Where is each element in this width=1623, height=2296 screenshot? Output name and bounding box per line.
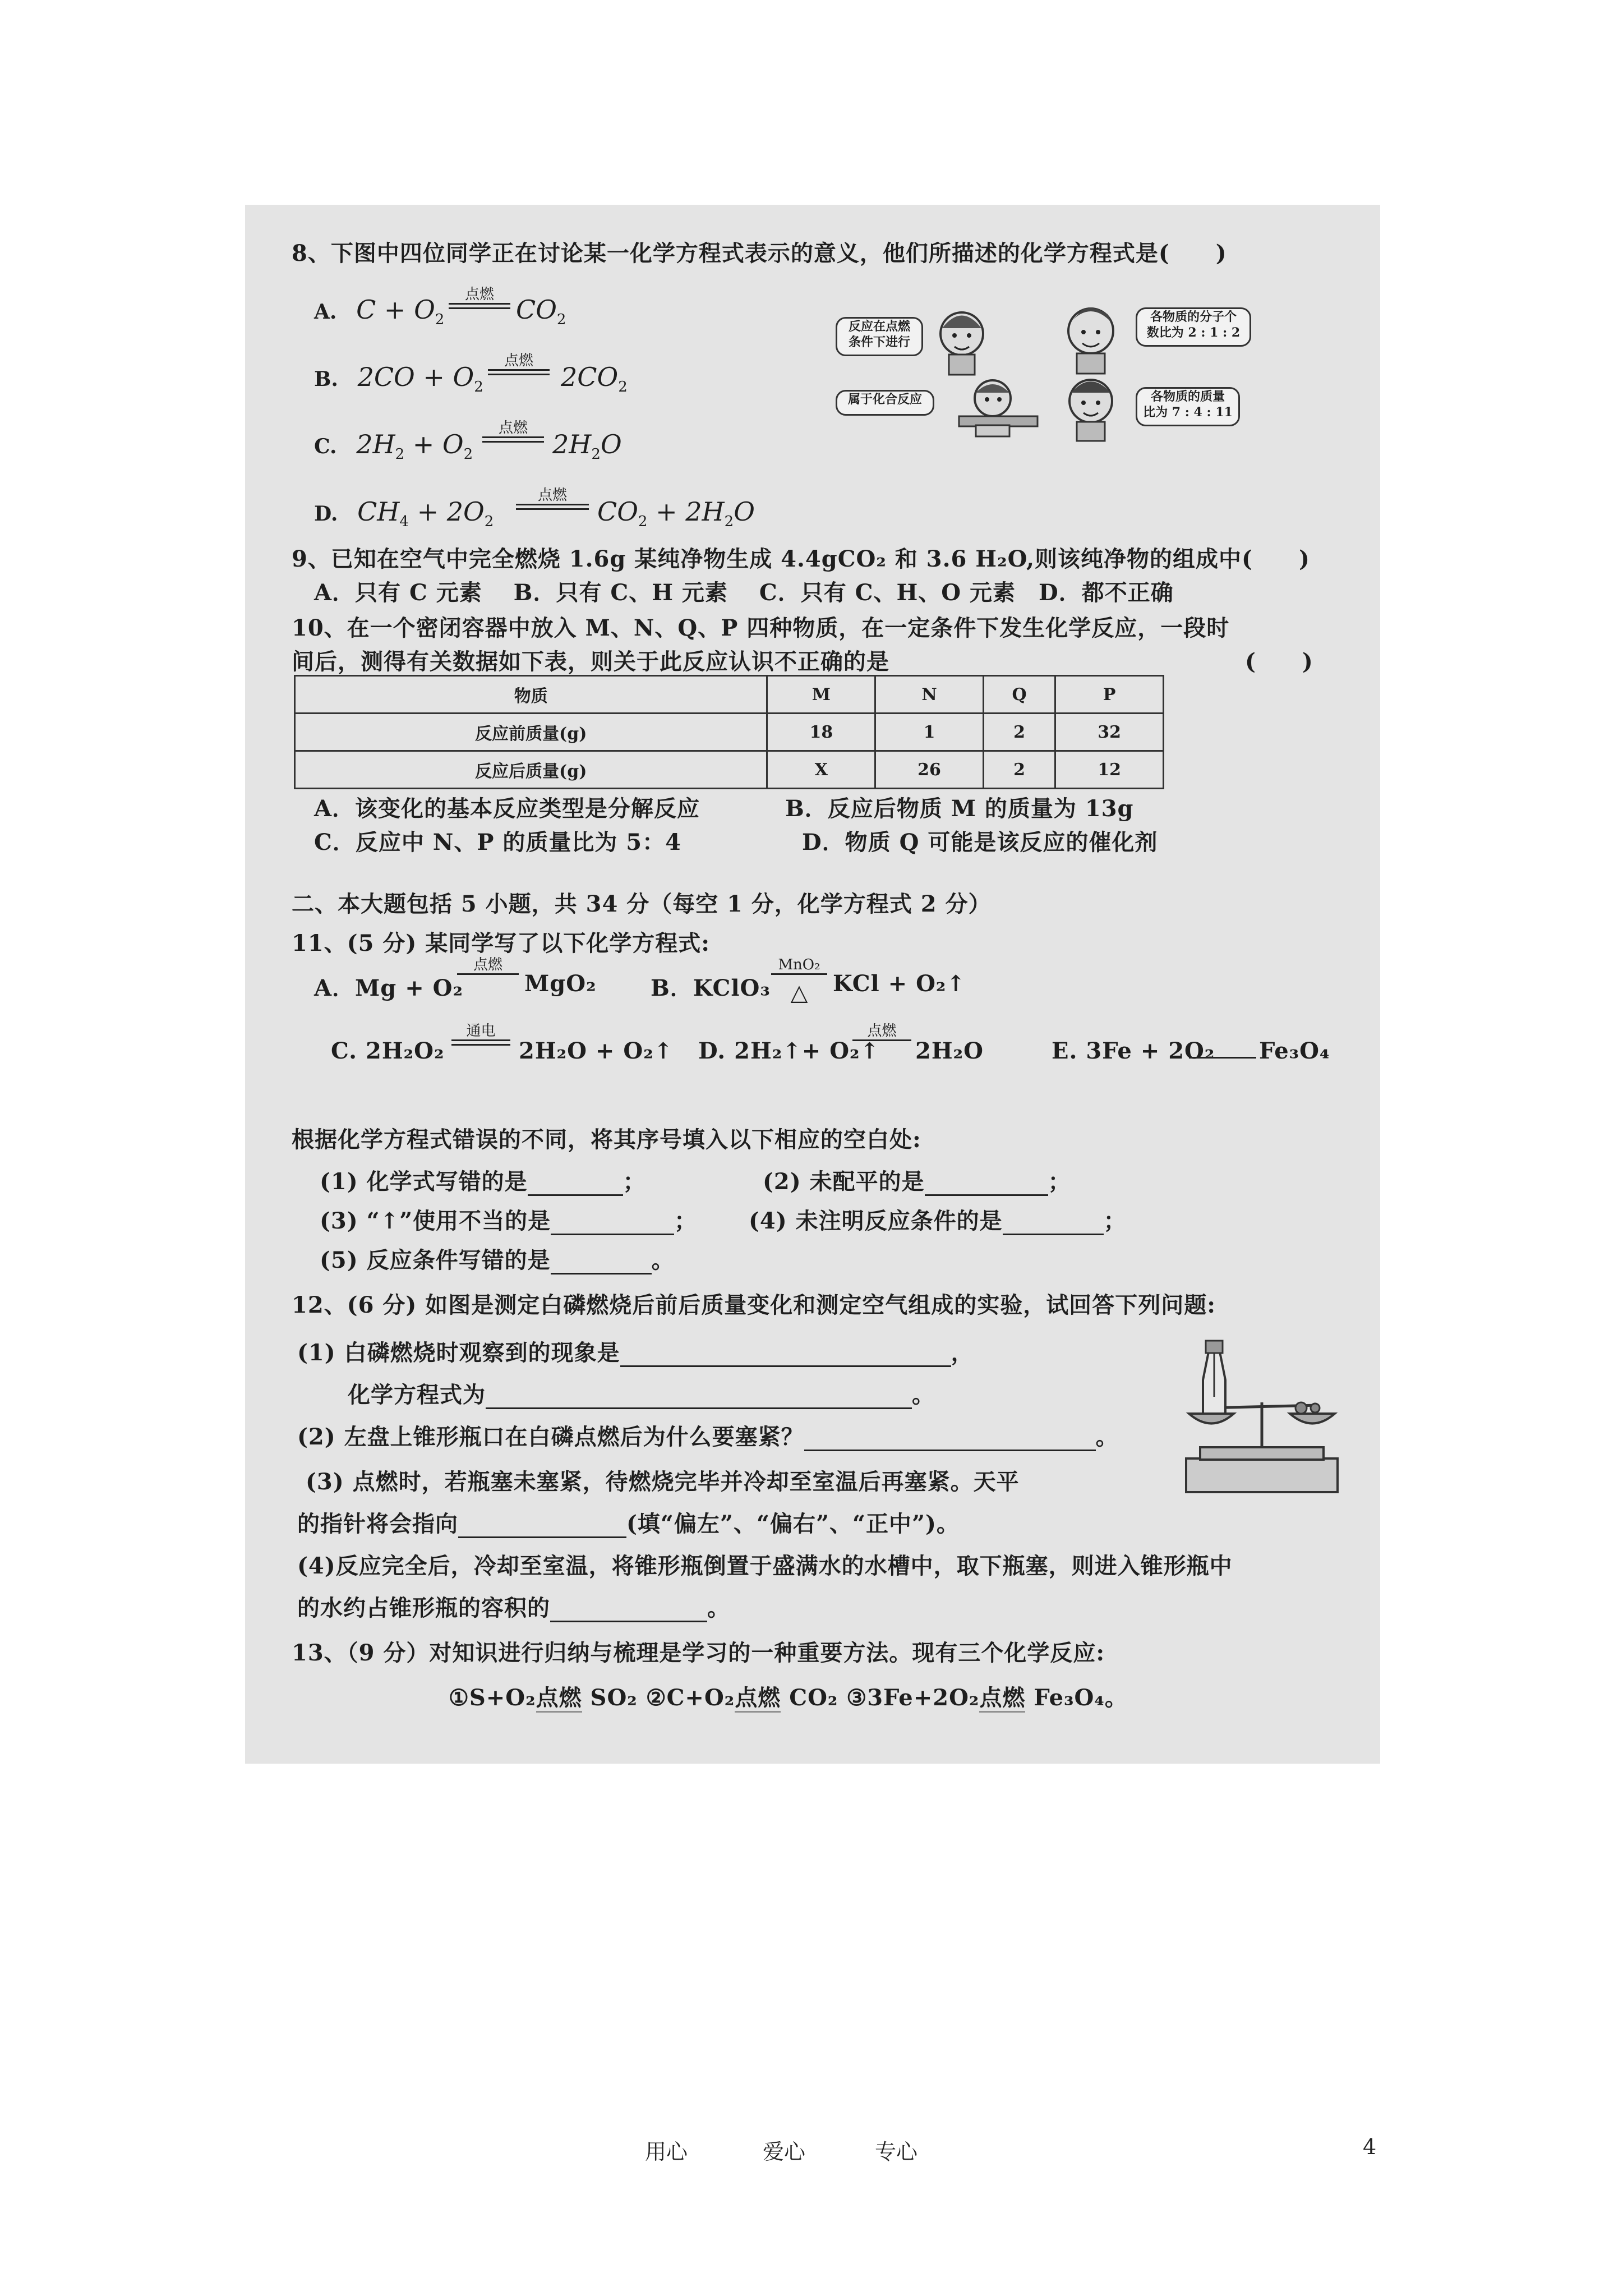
q11-p2-label: (2) 未配平的是 bbox=[763, 1168, 925, 1195]
q9-options: A．只有 C 元素 B．只有 C、H 元素 C．只有 C、H、O 元素 D．都不正确 bbox=[314, 579, 1174, 606]
q8-opt-d-right: CO bbox=[597, 496, 638, 527]
cond-text: 点燃 bbox=[498, 420, 528, 436]
q8-opt-a-left: C + O bbox=[356, 295, 435, 325]
cond-text: 点燃 bbox=[464, 286, 494, 303]
equal-bar bbox=[488, 369, 550, 375]
table-row bbox=[295, 751, 1164, 789]
q11-eq-b-cond bbox=[771, 956, 827, 1006]
balance-apparatus-figure bbox=[1172, 1335, 1352, 1503]
table-cell: 12 bbox=[1055, 751, 1164, 789]
q13-r2-right: CO₂ bbox=[781, 1685, 838, 1711]
table-cell: 26 bbox=[875, 751, 984, 789]
q10-option-d: D．物质 Q 可能是该反应的催化剂 bbox=[802, 829, 1158, 855]
cond-text: 通电 bbox=[466, 1023, 496, 1039]
q8-opt-b-left: 2CO + O bbox=[357, 362, 474, 392]
q13-r3-right: Fe₃O₄。 bbox=[1025, 1685, 1128, 1711]
q8-option-a: A. $C + O_2$ bbox=[314, 295, 445, 329]
period: 。 bbox=[912, 1382, 935, 1408]
q12-line-2 bbox=[348, 1377, 935, 1409]
table-cell: 反应后质量(g) bbox=[295, 751, 767, 789]
q11-intro: 根据化学方程式错误的不同，将其序号填入以下相应的空白处: bbox=[292, 1126, 921, 1153]
q11-part-4 bbox=[749, 1203, 1127, 1235]
table-cell: 18 bbox=[767, 714, 875, 751]
speech-bubble-3: 属于化合反应 bbox=[836, 390, 934, 416]
q12-line-4: (3) 点燃时，若瓶塞未塞紧，待燃烧完毕并冷却至室温后再塞紧。天平 bbox=[306, 1469, 1020, 1495]
q8-stem: 8、下图中四位同学正在讨论某一化学方程式表示的意义，他们所描述的化学方程式是( ) bbox=[292, 240, 1227, 266]
table-cell: X bbox=[767, 751, 875, 789]
answer-blank[interactable] bbox=[551, 1253, 652, 1274]
q8-opt-c-label: C. bbox=[314, 435, 337, 458]
answer-blank[interactable] bbox=[620, 1345, 951, 1367]
q12-l2-label: 化学方程式为 bbox=[348, 1382, 486, 1408]
semicolon: ； bbox=[1048, 1168, 1071, 1195]
q10-option-a: A．该变化的基本反应类型是分解反应 bbox=[314, 795, 700, 822]
q11-eq-a-cond bbox=[457, 956, 519, 975]
q8-opt-b-label: B. bbox=[314, 367, 338, 391]
q12-l1-label: (1) 白磷燃烧时观察到的现象是 bbox=[297, 1340, 620, 1366]
footer-motto-2: 爱心 bbox=[763, 2139, 806, 2164]
period: 。 bbox=[651, 1247, 675, 1273]
q8-opt-a-right: CO bbox=[516, 295, 557, 325]
table-cell: 反应前质量(g) bbox=[295, 714, 767, 751]
q10-answer-paren: ( ) bbox=[1245, 648, 1313, 675]
q12-l7-label: 的水约占锥形瓶的容积的 bbox=[297, 1595, 550, 1621]
q8-option-c: C. $2H_2 + O_2$ bbox=[314, 429, 473, 463]
q11-p4-label: (4) 未注明反应条件的是 bbox=[749, 1208, 1003, 1234]
cond-text: MnO₂ bbox=[778, 956, 820, 973]
q8-option-d: D. $CH_4 + 2O_2$ bbox=[314, 496, 494, 531]
q11-eq-d-right: 2H₂O bbox=[915, 1038, 984, 1064]
q8-opt-a-product: $CO_2$ bbox=[516, 295, 566, 329]
q8-opt-c-mid: + O bbox=[404, 429, 464, 459]
student-2-figure bbox=[1054, 297, 1127, 376]
semicolon: ； bbox=[623, 1168, 646, 1195]
table-header-row bbox=[295, 676, 1164, 714]
q13-r2: ②C+O₂ bbox=[637, 1685, 735, 1711]
equal-bar bbox=[482, 436, 544, 443]
q11-p1-label: (1) 化学式写错的是 bbox=[320, 1168, 528, 1195]
footer-motto-1: 用心 bbox=[645, 2139, 688, 2164]
equal-bar bbox=[451, 1039, 510, 1046]
q13-r1-cond: 点燃 bbox=[536, 1685, 582, 1713]
q11-stem: 11、(5 分) 某同学写了以下化学方程式: bbox=[292, 930, 710, 956]
table-cell: M bbox=[767, 676, 875, 714]
q11-p5-label: (5) 反应条件写错的是 bbox=[320, 1247, 551, 1273]
q8-opt-c-left: 2H bbox=[356, 429, 395, 459]
period: 。 bbox=[1095, 1424, 1119, 1450]
q12-l3-label: (2) 左盘上锥形瓶口在白磷点燃后为什么要塞紧？ bbox=[297, 1424, 804, 1450]
q8-opt-c-product: $2H_2O$ bbox=[552, 429, 622, 463]
cond-text: 点燃 bbox=[473, 956, 502, 973]
speech-bubble-4: 各物质的质量 比为 7 : 4 : 11 bbox=[1136, 387, 1240, 426]
q8-cond-b bbox=[488, 352, 550, 375]
q11-part-1 bbox=[320, 1164, 646, 1196]
q11-eq-b-right: KCl + O₂↑ bbox=[833, 970, 966, 997]
q11-eq-e-right: Fe₃O₄ bbox=[1259, 1038, 1330, 1064]
q8-cond-d bbox=[516, 487, 589, 510]
table-cell: P bbox=[1055, 676, 1164, 714]
table-cell: 2 bbox=[983, 714, 1055, 751]
cond-text: 点燃 bbox=[867, 1023, 897, 1039]
q12-line-7 bbox=[297, 1590, 730, 1622]
table-cell: 2 bbox=[983, 751, 1055, 789]
single-bar bbox=[852, 1039, 911, 1041]
q12-l5-label: 的指针将会指向 bbox=[297, 1511, 458, 1537]
answer-blank[interactable] bbox=[528, 1174, 623, 1196]
q8-opt-d-mid: + 2O bbox=[408, 496, 485, 527]
q13-r1: ①S+O₂ bbox=[449, 1685, 536, 1711]
cond-text: 点燃 bbox=[504, 352, 533, 369]
q13-r2-cond: 点燃 bbox=[735, 1685, 781, 1713]
answer-blank[interactable] bbox=[550, 1600, 707, 1622]
q11-eq-e-bar bbox=[1189, 1057, 1256, 1059]
q11-part-2 bbox=[763, 1164, 1071, 1196]
q8-opt-a-label: A. bbox=[314, 300, 337, 324]
answer-blank[interactable] bbox=[551, 1213, 674, 1235]
table-row bbox=[295, 714, 1164, 751]
q8-option-b: B. $2CO + O_2$ bbox=[314, 362, 483, 396]
speech-bubble-1: 反应在点燃 条件下进行 bbox=[836, 317, 923, 356]
answer-blank[interactable] bbox=[804, 1429, 1096, 1451]
section-2-heading: 二、本大题包括 5 小题，共 34 分（每空 1 分，化学方程式 2 分） bbox=[292, 891, 992, 917]
equal-bar bbox=[449, 303, 510, 309]
q11-eq-a-left: A．Mg + O₂ bbox=[314, 975, 464, 1001]
q9-stem: 9、已知在空气中完全燃烧 1.6g 某纯净物生成 4.4gCO₂ 和 3.6 H₂O,则该纯净物的组成中( ) bbox=[292, 546, 1310, 572]
equal-bar bbox=[516, 504, 589, 510]
answer-blank[interactable] bbox=[1003, 1213, 1104, 1235]
q12-l5-end: (填“偏左”、“偏右”、“正中”)。 bbox=[626, 1511, 960, 1537]
q11-eq-d-left: D. 2H₂↑+ O₂↑ bbox=[698, 1038, 880, 1064]
q13-stem: 13、（9 分）对知识进行归纳与梳理是学习的一种重要方法。现有三个化学反应: bbox=[292, 1640, 1105, 1666]
q8-cond-a bbox=[449, 286, 510, 309]
q8-opt-b-right: 2CO bbox=[561, 362, 619, 392]
q8-opt-d-product: $CO_2 + 2H_2O$ bbox=[597, 496, 755, 531]
comma: ， bbox=[951, 1340, 974, 1366]
q11-eq-a-right: MgO₂ bbox=[524, 970, 597, 997]
table-cell: Q bbox=[983, 676, 1055, 714]
student-1-figure bbox=[925, 303, 998, 376]
q11-part-3 bbox=[320, 1203, 697, 1235]
period: 。 bbox=[707, 1595, 730, 1621]
answer-blank[interactable] bbox=[458, 1516, 626, 1538]
answer-blank[interactable] bbox=[486, 1387, 912, 1409]
table-cell: 1 bbox=[875, 714, 984, 751]
answer-blank[interactable] bbox=[925, 1174, 1048, 1196]
q8-opt-d-right2: + 2H bbox=[647, 496, 725, 527]
q11-eq-c-right: 2H₂O + O₂↑ bbox=[519, 1038, 674, 1064]
q10-stem-2: 间后，测得有关数据如下表，则关于此反应认识不正确的是 bbox=[292, 648, 889, 675]
q10-stem-1: 10、在一个密闭容器中放入 M、N、Q、P 四种物质，在一定条件下发生化学反应，一段时 bbox=[292, 615, 1230, 641]
q11-p3-label: (3) “↑”使用不当的是 bbox=[320, 1208, 551, 1234]
semicolon: ； bbox=[1103, 1208, 1127, 1234]
heat-triangle: △ bbox=[790, 980, 808, 1006]
page-number: 4 bbox=[1363, 2134, 1377, 2159]
q11-eq-e-left: E. 3Fe + 2O₂ bbox=[1052, 1038, 1215, 1064]
q8-opt-c-right: 2H bbox=[552, 429, 592, 459]
q12-line-6: (4)反应完全后，冷却至室温，将锥形瓶倒置于盛满水的水槽中，取下瓶塞，则进入锥形瓶中 bbox=[297, 1553, 1233, 1579]
table-cell: 32 bbox=[1055, 714, 1164, 751]
q8-cond-c bbox=[482, 420, 544, 443]
q13-reactions bbox=[449, 1680, 1128, 1712]
q8-opt-b-product: $2CO_2$ bbox=[561, 362, 628, 396]
q13-r1-right: SO₂ bbox=[582, 1685, 638, 1711]
q10-data-table bbox=[294, 675, 1164, 789]
table-cell: N bbox=[875, 676, 984, 714]
q12-line-5 bbox=[297, 1506, 960, 1538]
cond-text: 点燃 bbox=[537, 487, 567, 504]
speech-bubble-2: 各物质的分子个 数比为 2 : 1 : 2 bbox=[1136, 307, 1251, 347]
q10-option-c: C．反应中 N、P 的质量比为 5：4 bbox=[314, 829, 681, 855]
q11-eq-c-cond bbox=[451, 1023, 510, 1046]
semicolon: ； bbox=[674, 1208, 698, 1234]
q11-eq-b-left: B．KClO₃ bbox=[651, 975, 771, 1001]
q8-opt-d-left: CH bbox=[357, 496, 400, 527]
q11-eq-c-left: C. 2H₂O₂ bbox=[331, 1038, 445, 1064]
single-bar bbox=[457, 973, 519, 975]
student-3-figure bbox=[948, 376, 1049, 438]
single-bar bbox=[771, 973, 827, 975]
footer-motto-3: 专心 bbox=[875, 2139, 918, 2164]
q10-option-b: B．反应后物质 M 的质量为 13g bbox=[785, 795, 1134, 822]
q13-r3-cond: 点燃 bbox=[979, 1685, 1025, 1713]
q12-line-3 bbox=[297, 1419, 1119, 1451]
q13-r3: ③3Fe+2O₂ bbox=[838, 1685, 980, 1711]
q12-line-1 bbox=[297, 1335, 974, 1367]
student-4-figure bbox=[1054, 370, 1127, 443]
table-cell: 物质 bbox=[295, 676, 767, 714]
q11-part-5 bbox=[320, 1243, 675, 1274]
q12-stem: 12、(6 分) 如图是测定白磷燃烧后前后质量变化和测定空气组成的实验，试回答下列问题: bbox=[292, 1292, 1216, 1318]
q11-eq-d-cond bbox=[852, 1023, 911, 1041]
q8-opt-d-label: D. bbox=[314, 502, 338, 526]
